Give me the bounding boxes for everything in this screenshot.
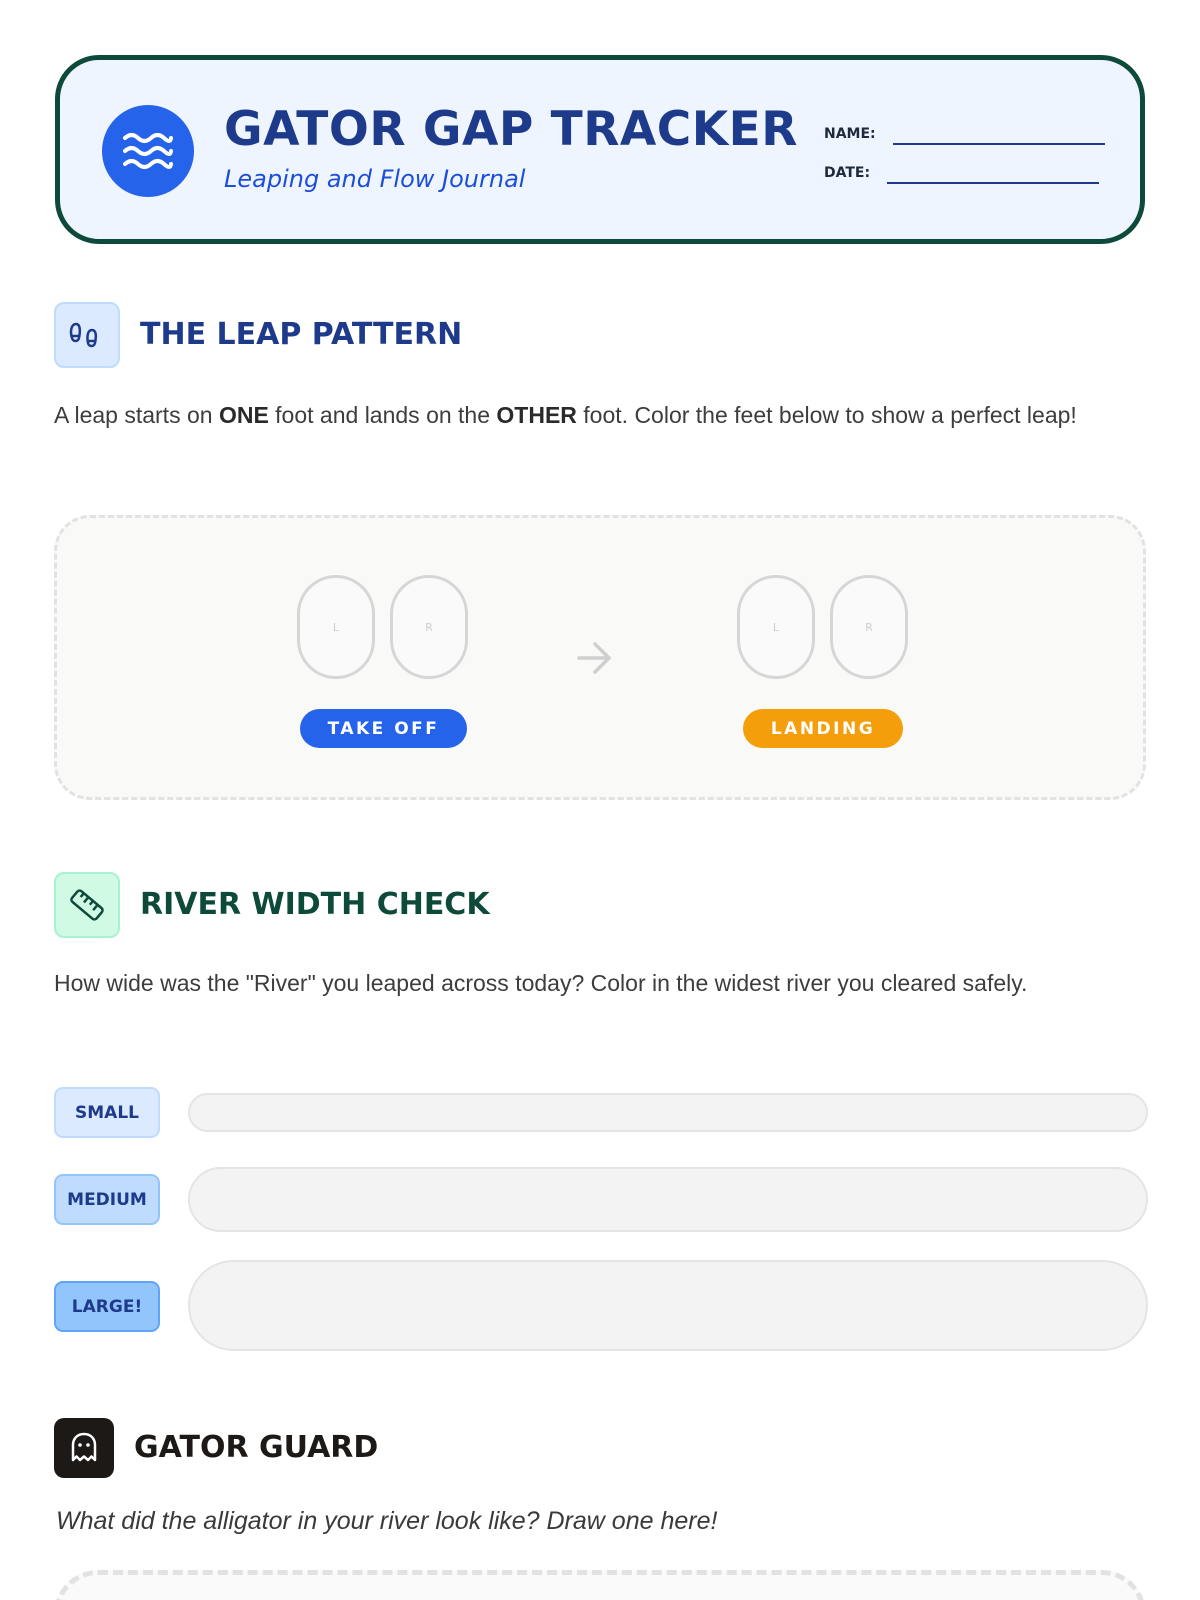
river-large[interactable] <box>188 1260 1148 1351</box>
ghost-icon <box>54 1418 114 1478</box>
name-label: NAME: <box>824 126 876 142</box>
leap-diagram <box>54 515 1146 800</box>
size-label-large: LARGE! <box>54 1281 160 1332</box>
river-small[interactable] <box>188 1093 1148 1132</box>
landing-badge: LANDING <box>743 709 903 748</box>
waves-icon <box>102 105 194 197</box>
drawing-area[interactable] <box>54 1570 1146 1600</box>
river-instructions: How wide was the "River" you leaped across today? Color in the widest river you cleared safely. <box>54 970 1028 996</box>
size-label-small: SMALL <box>54 1087 160 1138</box>
landing-left-foot[interactable]: L <box>737 575 815 679</box>
takeoff-right-foot[interactable]: R <box>390 575 468 679</box>
page-subtitle: Leaping and Flow Journal <box>224 165 526 193</box>
size-label-medium: MEDIUM <box>54 1174 160 1225</box>
arrow-right-icon <box>575 638 615 682</box>
river-section-title: RIVER WIDTH CHECK <box>140 887 490 922</box>
leap-instructions: A leap starts on ONE foot and lands on the OTHER foot. Color the feet below to show a perfect leap! <box>54 402 1077 428</box>
ruler-icon <box>54 872 120 938</box>
footprints-icon <box>54 302 120 368</box>
leap-section-title: THE LEAP PATTERN <box>140 317 463 352</box>
landing-right-foot[interactable]: R <box>830 575 908 679</box>
river-medium[interactable] <box>188 1167 1148 1232</box>
name-field[interactable] <box>893 143 1105 145</box>
guard-section-title: GATOR GUARD <box>134 1430 379 1465</box>
takeoff-badge: TAKE OFF <box>300 709 467 748</box>
page-title: GATOR GAP TRACKER <box>224 102 798 157</box>
header-card <box>55 55 1145 244</box>
date-field[interactable] <box>887 182 1099 184</box>
guard-prompt: What did the alligator in your river look like? Draw one here! <box>56 1507 718 1535</box>
date-label: DATE: <box>824 165 871 181</box>
takeoff-left-foot[interactable]: L <box>297 575 375 679</box>
